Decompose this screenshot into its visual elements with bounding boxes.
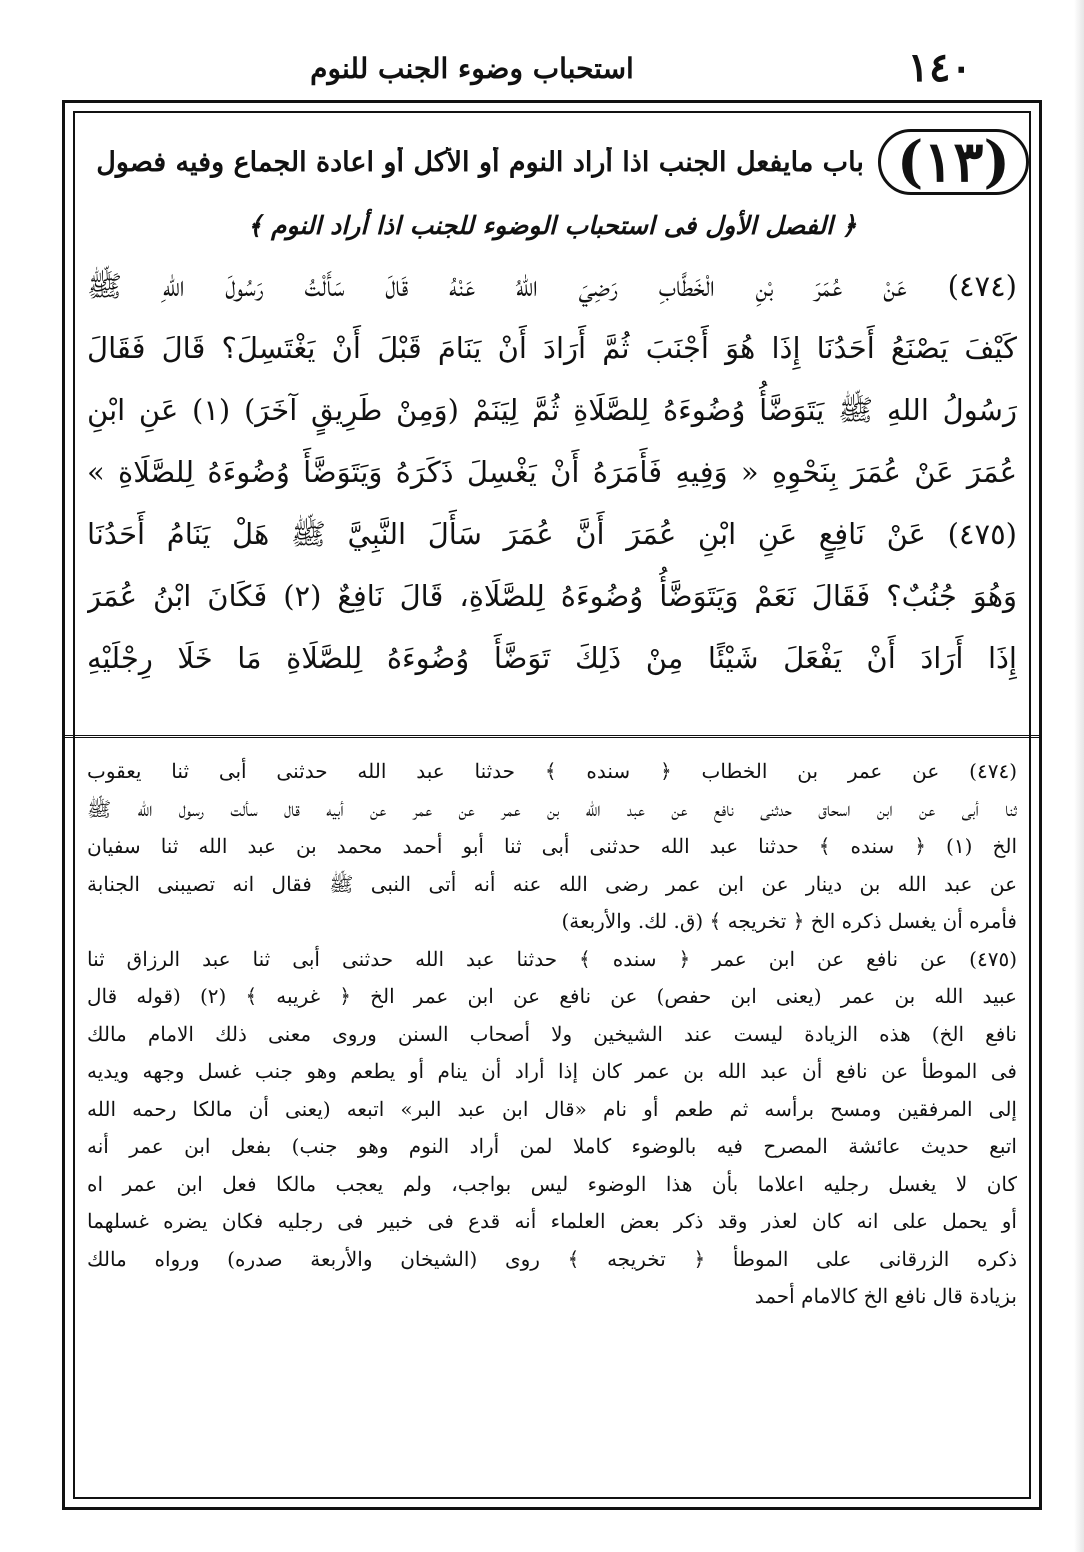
page-edge-shadow xyxy=(1074,0,1084,1552)
note-line: عبيد الله بن عمر (يعنى ابن حفص) عن نافع عن ابن عمر الخ ﴿ غريبه ﴾ (٢) (قوله قال xyxy=(87,984,1017,1008)
chapter-number: (١٣) xyxy=(878,129,1029,195)
note-line: ذكره الزرقانى على الموطأ ﴿ تخريجه ﴾ روى (الشيخان والأربعة صدره) ورواه مالك xyxy=(87,1246,1017,1271)
note-line: كان لا يغسل رجليه اعلاما بأن هذا الوضوء ليس بواجب، ولم يعجب مالكا فعل ابن عمر اه xyxy=(87,1171,1017,1196)
hadith-text xyxy=(87,255,1017,689)
note-line: فى الموطأ عن نافع أن عبد الله بن عمر كان إذا أراد أن ينام أو يطعم وهو جنب غسل وجهه ويديه xyxy=(87,1059,1017,1083)
commentary-notes xyxy=(87,753,1017,1316)
hadith-line: (٤٧٥) عَنْ نَافِعٍ عَنِ ابْنِ عُمَرَ أَنَّ عُمَرَ سَأَلَ النَّبِيَّ ﷺ هَلْ يَنَامُ أَحَدُنَا xyxy=(87,517,1017,551)
note-line: نافع الخ) هذه الزيادة ليست عند الشيخين ولا أصحاب السنن وروى معنى ذلك الامام مالك xyxy=(87,1021,1017,1046)
section-heading: ﴿ الفصل الأول فى استحباب الوضوء للجنب اذا أراد النوم ﴾ xyxy=(247,211,857,240)
hadith-line: إِذَا أَرَادَ أَنْ يَفْعَلَ شَيْئًا مِنْ ذَلِكَ تَوَضَّأَ وُضُوءَهُ لِلصَّلَاةِ مَا خَلَا رِجْلَيْهِ xyxy=(87,641,1017,675)
note-line: اتبع حديث عائشة المصرح فيه بالوضوء كاملا لمن أراد النوم وهو جنب) بفعل ابن عمر أنه xyxy=(87,1134,1017,1158)
hadith-line: رَسُولُ اللهِ ﷺ يَتَوَضَّأُ وُضُوءَهُ لِلصَّلَاةِ ثُمَّ لِيَنَمْ (وَمِنْ طَرِيقٍ آخَرَ) (١) عَنِ ابْنِ xyxy=(87,393,1017,427)
hadith-line: كَيْفَ يَصْنَعُ أَحَدُنَا إِذَا هُوَ أَجْنَبَ ثُمَّ أَرَادَ أَنْ يَنَامَ قَبْلَ أَنْ يَغْتَسِلَ؟ قَالَ فَقَالَ xyxy=(87,331,1017,365)
note-line: فأمره أن يغسل ذكره الخ ﴿ تخريجه ﴾ (ق. لك. والأربعة) xyxy=(561,909,1017,933)
note-line: بزيادة قال نافع الخ كالامام أحمد xyxy=(754,1284,1017,1308)
text-frame xyxy=(62,100,1042,1510)
running-head xyxy=(92,52,852,85)
section-divider xyxy=(65,735,1039,738)
note-line: (٤٧٤) عن عمر بن الخطاب ﴿ سنده ﴾ حدثنا عبد الله حدثنى أبى ثنا يعقوب xyxy=(87,759,1017,783)
chapter-heading xyxy=(83,127,1029,197)
chapter-title: باب مايفعل الجنب اذا أراد النوم أو الأكل أو اعادة الجماع وفيه فصول xyxy=(96,146,864,178)
note-line: (٤٧٥) عن نافع عن ابن عمر ﴿ سنده ﴾ حدثنا عبد الله حدثنى أبى ثنا عبد الرزاق ثنا xyxy=(87,946,1017,971)
page-number: ١٤٠ xyxy=(907,44,972,91)
note-line: إلى المرفقين ومسح برأسه ثم طعم أو نام «قال ابن عبد البر» اتبعه (يعنى أن مالكا رحمه الله xyxy=(87,1096,1017,1121)
hadith-line: وَهُوَ جُنُبٌ؟ فَقَالَ نَعَمْ وَيَتَوَضَّأُ وُضُوءَهُ لِلصَّلَاةِ، قَالَ نَافِعٌ (٢) فَكَانَ ابْنُ عُمَرَ xyxy=(87,579,1017,613)
hadith-line: (٤٧٤) عَنْ عُمَرَ بْنِ الْخَطَّابِ رَضِيَ اللهُ عَنْهُ قَالَ سَأَلْتُ رَسُولَ اللهِ ﷺ xyxy=(87,269,1017,303)
note-line: عن عبد الله بن دينار عن ابن عمر رضى الله عنه أنه أتى النبى ﷺ فقال انه تصيبنى الجنابة xyxy=(87,871,1017,896)
hadith-line: عُمَرَ عَنْ عُمَرَ بِنَحْوِهِ « وَفِيهِ فَأَمَرَهُ أَنْ يَغْسِلَ ذَكَرَهُ وَيَتَوَضَّأَ وُضُوءَهُ لِلصَّلَاةِ » xyxy=(87,455,1017,489)
running-title: استحباب وضوء الجنب للنوم xyxy=(310,52,634,85)
note-line: أو يحمل على انه كان لعذر وقد ذكر بعض العلماء أنه قدع فى خبير فى رجليه فكان يضره غسلهما xyxy=(87,1209,1017,1233)
note-line: ثنا أبى عن ابن اسحاق حدثنى نافع عن عبد الله بن عمر عن عمر عن أبيه قال سألت رسول الله ﷺ xyxy=(87,796,1017,821)
note-line: الخ (١) ﴿ سنده ﴾ حدثنا عبد الله حدثنى أبى ثنا أبو أحمد محمد بن عبد الله ثنا سفيان xyxy=(87,834,1017,858)
